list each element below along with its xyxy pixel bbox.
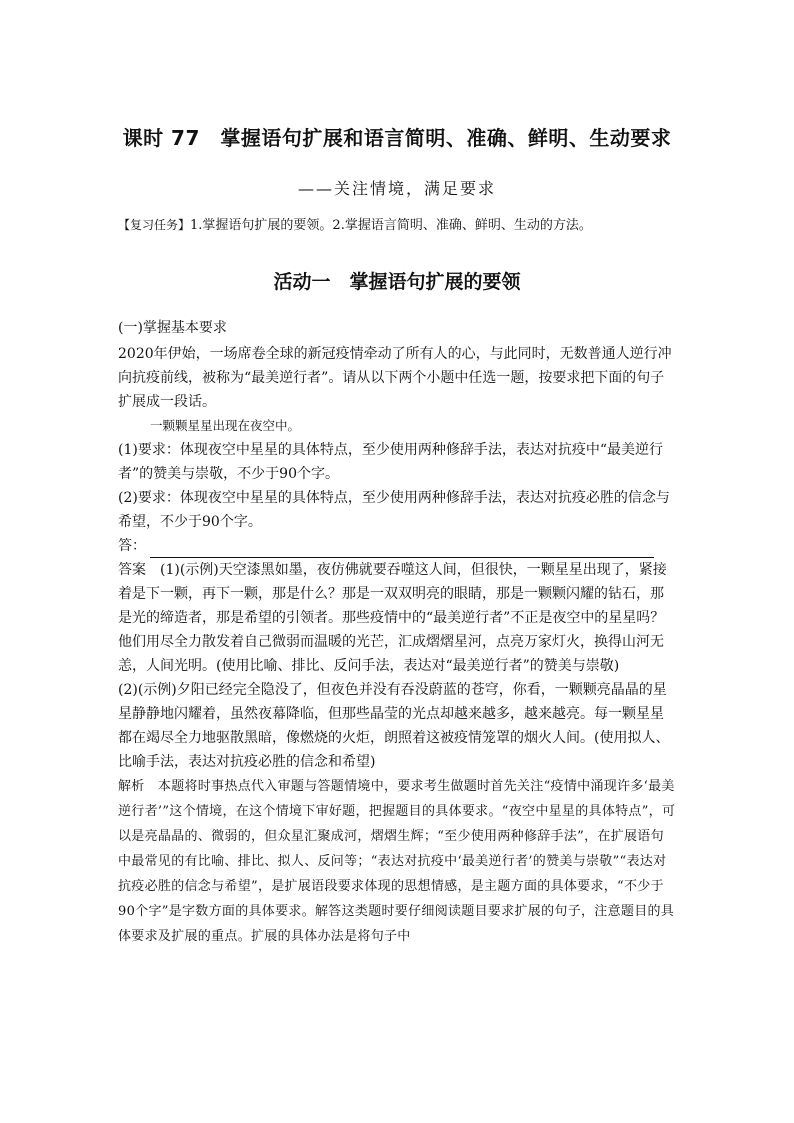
answer-part-1 [118,558,676,678]
analysis-text: 本题将时事热点代入审题与答题情境中，要求考生做题时首先关注“疫情中涌现许多‘最美逆行者’”这个情境，在这个情境下审好题，把握题目的具体要求。“夜空中星星的具体特点”，可以是亮晶晶的、微弱的，但众星汇聚成河，熠熠生辉；“至少使用两种修辞手法”，在扩展语句中最常见的有比喻、排比、拟人、反问等；“表达对抗疫中‘最美逆行者’的赞美与崇敬”“表达对抗疫必胜的信念与希望”，是扩展语段要求体现的思想情感，是主题方面的具体要求，“不少于90个字”是字数方面的具体要求。解答这类题时要仔细阅读题目要求扩展的句子，注意题目的具体要求及扩展的重点。扩展的具体办法是将句子中 [118,779,676,944]
example-sentence: 一颗颗星星出现在夜空中。 [150,418,301,433]
analysis-label: 解析 [118,779,145,794]
section-title: (一)掌握基本要求 [118,320,227,336]
review-task-text: 1.掌握语句扩展的要领。2.掌握语言简明、准确、鲜明、生动的方法。 [190,218,592,233]
answer-part-1-text: (1)(示例)天空漆黑如墨，夜仿佛就要吞噬这人间，但很快，一颗星星出现了，紧接着是下一颗，再下一颗，那是什么？那是一双双明亮的眼睛，那是一颗颗闪耀的钻石，那是光的缔造者，那是希望的引领者。那些疫情中的“最美逆行者”不正是夜空中的星星吗？他们用尽全力散发着自己微弱而温暖的光芒，汇成熠熠星河，点亮万家灯火，换得山河无恙，人间光明。(使用比喻、排比、反问手法，表达对“最美逆行者”的赞美与崇敬) [118,562,667,674]
main-content [118,316,676,949]
answer-field [118,534,676,558]
question-text: 2020年伊始，一场席卷全球的新冠疫情牵动了所有人的心，与此同时，无数普通人逆行冲向抗疫前线，被称为“最美逆行者”。请从以下两个小题中任选一题，按要求把下面的句子扩展成一段话。 [118,346,672,410]
lesson-title: 课时 77 掌握语句扩展和语言简明、准确、鲜明、生动要求 [122,126,672,150]
answer-blank-line [150,539,654,558]
requirement-1: (1)要求：体现夜空中星星的具体特点，至少使用两种修辞手法，表达对抗疫中“最美逆行者”的赞美与崇敬，不少于90个字。 [118,442,663,482]
review-task [118,214,592,233]
lesson-subtitle: ——关注情境，满足要求 [297,179,496,198]
analysis [118,774,676,949]
answer-part-2: (2)(示例)夕阳已经完全隐没了，但夜色并没有吞没蔚蓝的苍穹，你看，一颗颗亮晶晶的星星静静地闪耀着，虽然夜幕降临，但那些晶莹的光点却越来越多，越来越亮。每一颗星星都在竭尽全力地驱散黑暗，像燃烧的火炬，朗照着这被疫情笼罩的烟火人间。(使用拟人、比喻手法，表达对抗疫必胜的信念和希望) [118,682,670,770]
activity-heading: 活动一 掌握语句扩展的要领 [273,271,521,293]
answer-label: 答案 [118,562,146,578]
requirement-2: (2)要求：体现夜空中星星的具体特点，至少使用两种修辞手法，表达对抗疫必胜的信念与希望，不少于90个字。 [118,490,670,530]
review-task-tag: 【复习任务】 [118,218,191,232]
answer-prompt: 答： [118,538,146,554]
